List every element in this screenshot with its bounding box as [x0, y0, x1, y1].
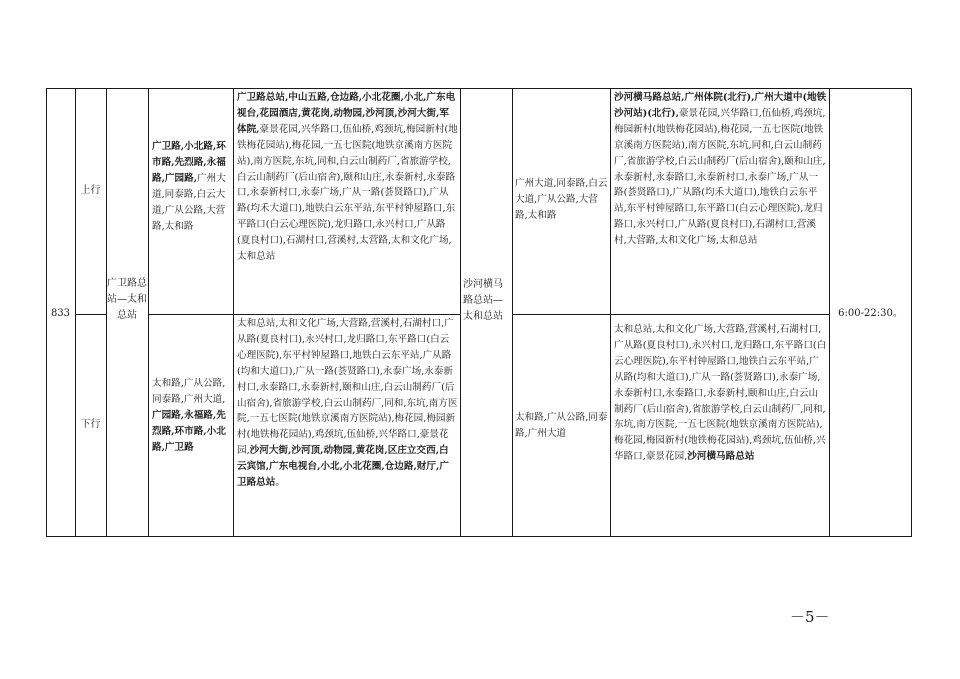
text-segment: 豪景花园,兴华路口,伍仙桥,鸡颈坑,梅园新村(地铁梅花园站),梅花园,一五七医院(地铁京溪南方医院站),南方医院,东坑,同和,白云山制药厂,省旅游学校,白云山制药厂(后山宿舍),颐和山庄,永泰新村,永泰路口,永泰新村口,永泰广场,广从一路(荟贤路口),广从路(均禾大道口),地铁白云东平站,东平村钟屋路口,东平路口(白云心理医院),龙归路口,永兴村口,广从路(夏良村口),石湖村口,营溪村,太营路,太和文化广场,太和总站	[237, 123, 458, 263]
down-new-corridor: 太和路,广从公路,同泰路,广州大道	[515, 412, 608, 439]
col-line-1	[75, 88, 76, 537]
col-line-3	[148, 88, 149, 537]
text-segment: 太和总站,太和文化广场,大营路,营溪村,石湖村口,广从路(夏良村口),永兴村口,龙归路口,东平路口(白云心理医院),东平村钟屋路口,地铁白云东平站,广从路(均和大道口),广从一路(荟贤路口),永泰广场,永泰新村口,永泰路口,永泰新村,颐和山庄,白云山制药厂(后山宿舍),省旅游学校,白云山制药厂,同和,东坑,南方医院,一五七医院(地铁京溪南方医院站),梅花园,梅园新村(地铁梅花园站),鸡颈坑,伍仙桥,兴华路口,豪景花园,	[614, 324, 827, 463]
up-old-stops	[237, 90, 458, 265]
down-new-stops	[614, 322, 827, 465]
col-line-7	[610, 88, 611, 537]
up-new-corridor: 广州大道,同泰路,白云大道,广从公路,大营路,太和路	[515, 178, 608, 221]
up-old-corridor	[152, 139, 231, 234]
col-line-4	[233, 88, 234, 537]
down-old-stops	[237, 316, 458, 491]
bold-segment: 广卫路,小北路,环市路,先烈路,永福路,广园路,	[152, 141, 226, 184]
up-new-stops	[614, 90, 827, 249]
text-segment: 太和路,广从公路,同泰路,广州大道,	[152, 378, 226, 405]
text-segment: 。	[275, 477, 285, 489]
new-terminus: 沙河横马路总站—太和总站	[463, 279, 503, 322]
col-line-6	[512, 88, 513, 537]
row-divider-left	[75, 314, 106, 315]
direction-up: 上行	[80, 185, 101, 196]
page-number: －5－	[790, 608, 830, 626]
row-divider-middle	[148, 314, 460, 315]
text-segment: 太和总站,太和文化广场,大营路,营溪村,石湖村口,广从路(夏良村口),永兴村口,龙归路口,东平路口(白云心理医院),东平村钟屋路口,地铁白云东平站,广从路(均和大道口),广从一路(荟贤路口),永泰广场,永泰新村口,永泰路口,永泰新村,颐和山庄,白云山制药厂(后山宿舍),省旅游学校,白云山制药厂,同和,东坑,南方医院,一五七医院(地铁京溪南方医院站),梅花园,梅园新村(地铁梅花园站),鸡颈坑,伍仙桥,兴华路口,豪景花园,	[237, 318, 458, 457]
service-hours: 6:00-22:30。	[838, 308, 903, 319]
bold-segment: 沙河横马路总站	[687, 451, 755, 463]
old-terminus: 广卫路总站—太和总站	[107, 278, 147, 321]
text-segment: 广州大道,同泰路,白云大道,广从公路,大营路,太和路	[152, 172, 226, 232]
direction-down: 下行	[80, 419, 101, 430]
table-border-bottom	[46, 536, 912, 537]
table-border-top	[46, 88, 912, 89]
col-line-5	[460, 88, 461, 537]
text-segment: 豪景花园,兴华路口,伍仙桥,鸡颈坑,梅园新村(地铁梅花园站),梅花园,一五七医院(地铁京溪南方医院站),南方医院,东坑,同和,白云山制药厂,省旅游学校,白云山制药厂(后山宿舍),颐和山庄,永泰新村,永泰路口,永泰新村口,永泰广场,广从一路(荟贤路口),广从路(均禾大道口),地铁白云东平站,东平村钟屋路口,东平路口(白云心理医院),龙归路口,永兴村口,广从路(夏良村口),石湖村口,营溪村,大营路,太和文化广场,太和总站	[614, 107, 826, 247]
bold-segment: 沙河横马路总站,广州体院(北行),广州大道中(地铁沙河站)(北行),	[614, 92, 827, 119]
route-number: 833	[50, 308, 71, 319]
bold-segment: 沙河大街,沙河顶,动物园,黄花岗,区庄立交西,白云宾馆,广东电视台,小北,小北花圈,仓边路,财厅,广卫路总站	[237, 445, 449, 489]
bold-segment: 广卫路总站,中山五路,仓边路,小北花圈,小北,广东电视台,花园酒店,黄花岗,动物园,沙河顶,沙河大街,军体院,	[237, 92, 456, 135]
row-divider-right	[512, 314, 829, 315]
down-old-corridor	[152, 376, 231, 456]
col-line-9	[911, 88, 912, 537]
bold-segment: 广园路,永福路,先烈路,环市路,小北路,广卫路	[152, 409, 226, 453]
